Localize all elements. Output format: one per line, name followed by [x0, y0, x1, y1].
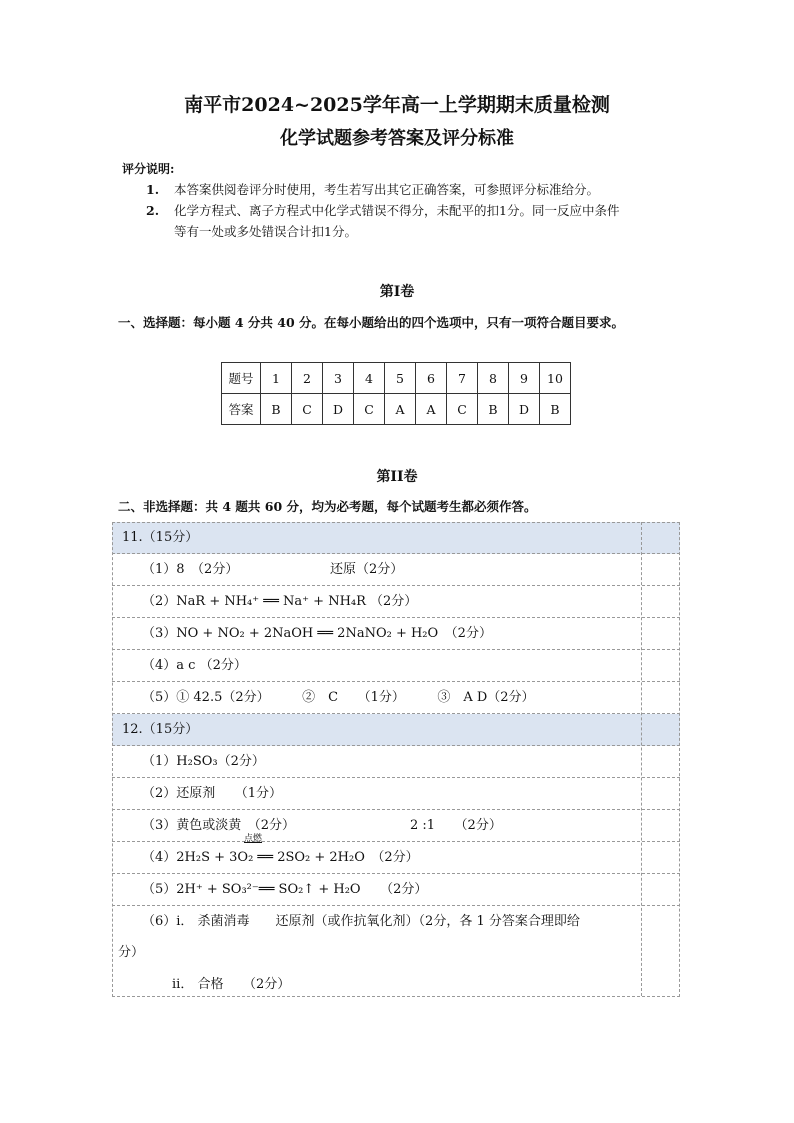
grid-divider — [641, 522, 642, 996]
answer-cell: A — [416, 394, 447, 425]
q12-answer-4: （4）2H₂S + 3O₂ ══ 2SO₂ + 2H₂O （2分） — [142, 850, 419, 865]
part1-section-heading: 一、选择题：每小题 4 分共 40 分。在每小题给出的四个选项中，只有一项符合题目要求。 — [118, 315, 625, 330]
answer-table — [221, 362, 571, 425]
table-header-cell: 题号 — [222, 363, 261, 394]
question-number-cell: 2 — [292, 363, 323, 394]
q12-answer-3: （3）黄色或淡黄 （2分） — [142, 818, 296, 833]
q11-answer-1: （1）8 （2分） — [142, 562, 239, 577]
page-subtitle: 化学试题参考答案及评分标准 — [280, 128, 514, 149]
answer-cell: A — [385, 394, 416, 425]
q11-answer-1b: 还原（2分） — [330, 562, 404, 577]
table-header-cell: 答案 — [222, 394, 261, 425]
answer-cell: C — [447, 394, 478, 425]
table-row — [222, 394, 571, 425]
answer-cell: B — [261, 394, 292, 425]
q11-answer-4: （4）a c （2分） — [142, 658, 247, 673]
q11-answer-2: （2）NaR + NH₄⁺ ══ Na⁺ + NH₄R （2分） — [142, 594, 418, 609]
page-title: 南平市2024~2025学年高一上学期期末质量检测 — [184, 94, 610, 116]
note-text-continued: 等有一处或多处错误合计扣1分。 — [174, 224, 357, 239]
question-number-cell: 4 — [354, 363, 385, 394]
q12-answer-6-line2: 分） — [118, 945, 145, 960]
question-number-cell: 1 — [261, 363, 292, 394]
q12-answer-2: （2）还原剂 （1分） — [142, 786, 283, 801]
answer-cell: C — [354, 394, 385, 425]
question-11-heading: 11.（15分） — [122, 530, 199, 545]
grid-border — [112, 522, 680, 997]
question-number-cell: 3 — [323, 363, 354, 394]
question-number-cell: 8 — [478, 363, 509, 394]
q12-answer-3b: 2 :1 （2分） — [410, 818, 502, 833]
question-number-cell: 9 — [509, 363, 540, 394]
answer-cell: C — [292, 394, 323, 425]
table-row — [222, 363, 571, 394]
q12-answer-6-line3: ⅱ． 合格 （2分） — [172, 977, 291, 992]
note-number: 2. — [146, 203, 160, 218]
note-item — [146, 180, 686, 200]
q11-answer-5: （5）① 42.5（2分） ② C （1分） ③ A D（2分） — [142, 690, 535, 705]
question-number-cell: 6 — [416, 363, 447, 394]
note-number: 1. — [146, 182, 160, 197]
question-number-cell: 7 — [447, 363, 478, 394]
answer-cell: B — [540, 394, 571, 425]
answer-cell: D — [323, 394, 354, 425]
q12-answer-5: （5）2H⁺ + SO₃²⁻══ SO₂↑ + H₂O （2分） — [142, 882, 428, 897]
part1-title: 第I卷 — [379, 284, 415, 300]
answer-cell: D — [509, 394, 540, 425]
note-text: 化学方程式、离子方程式中化学式错误不得分，未配平的扣1分。同一反应中条件 — [174, 203, 620, 218]
q12-answer-1: （1）H₂SO₃（2分） — [142, 754, 265, 769]
q12-answer-6-line1: （6）ⅰ． 杀菌消毒 还原剂（或作抗氧化剂）（2分，各 1 分答案合理即给 — [142, 914, 580, 929]
notes-heading: 评分说明: — [122, 162, 175, 176]
reaction-condition: 点燃 — [244, 834, 263, 844]
question-12-heading: 12.（15分） — [122, 722, 199, 737]
question-number-cell: 10 — [540, 363, 571, 394]
question-number-cell: 5 — [385, 363, 416, 394]
note-text: 本答案供阅卷评分时使用，考生若写出其它正确答案，可参照评分标准给分。 — [174, 182, 600, 197]
note-item — [146, 201, 686, 221]
answer-cell: B — [478, 394, 509, 425]
part2-title: 第II卷 — [376, 469, 418, 485]
part2-section-heading: 二、非选择题：共 4 题共 60 分，均为必考题，每个试题考生都必须作答。 — [118, 499, 537, 514]
q11-answer-3: （3）NO + NO₂ + 2NaOH ══ 2NaNO₂ + H₂O （2分） — [142, 626, 492, 641]
